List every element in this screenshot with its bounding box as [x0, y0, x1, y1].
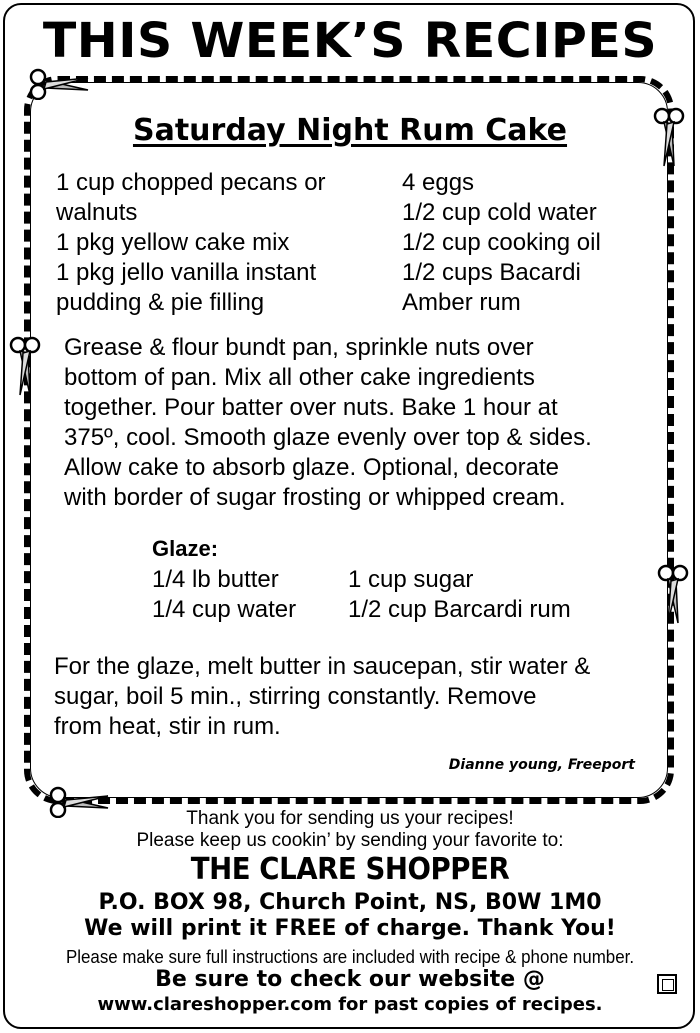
direction-line: bottom of pan. Mix all other cake ingredients — [64, 364, 535, 391]
keep-cooking-text: Please keep us cookin’ by sending your favorite to: — [136, 830, 564, 851]
ingredient-line: 1/2 cup cooking oil — [402, 229, 601, 256]
glaze-heading: Glaze: — [152, 536, 219, 561]
ingredients-right — [402, 168, 601, 318]
glaze-ingredients-right — [348, 565, 571, 625]
glaze-ingredient: 1/4 cup water — [152, 596, 297, 623]
ingredient-line: pudding & pie filling — [56, 289, 265, 316]
glaze-ingredient: 1/2 cup Barcardi rum — [348, 596, 571, 623]
recipe-contributor: Dianne young, Freeport — [448, 757, 635, 773]
page-title: THIS WEEK’S RECIPES — [42, 13, 658, 69]
publication-name: THE CLARE SHOPPER — [190, 852, 510, 887]
ingredient-line: 4 eggs — [402, 169, 475, 196]
ingredient-line: 1 pkg jello vanilla instant — [56, 259, 317, 286]
check-website-text: Be sure to check our website @ — [155, 967, 545, 992]
scissors-icon — [28, 68, 90, 100]
cake-directions — [64, 333, 592, 513]
free-print-text: We will print it FREE of charge. Thank You! — [84, 916, 616, 941]
direction-line: 375º, cool. Smooth glaze evenly over top & sides. — [64, 424, 592, 451]
direction-line: sugar, boil 5 min., stirring constantly. Remove — [54, 683, 537, 710]
ingredients-left — [56, 168, 326, 318]
ingredient-line: 1/2 cups Bacardi — [402, 259, 581, 286]
instructions-text: Please make sure full instructions are included with recipe & phone number. — [65, 947, 635, 967]
glaze-ingredient: 1/4 lb butter — [152, 566, 279, 593]
direction-line: together. Pour batter over nuts. Bake 1 hour at — [64, 394, 558, 421]
scissors-icon — [656, 563, 690, 625]
scissors-icon — [8, 335, 42, 397]
glaze-ingredients-left — [152, 565, 296, 625]
recipe-title: Saturday Night Rum Cake — [132, 113, 568, 148]
thanks-text: Thank you for sending us your recipes! — [186, 808, 514, 829]
ingredient-line: walnuts — [56, 199, 138, 226]
direction-line: from heat, stir in rum. — [54, 713, 281, 740]
direction-line: For the glaze, melt butter in saucepan, stir water & — [54, 653, 591, 680]
direction-line: Grease & flour bundt pan, sprinkle nuts over — [64, 334, 534, 361]
direction-line: Allow cake to absorb glaze. Optional, decorate — [64, 454, 559, 481]
ingredient-line: Amber rum — [402, 289, 521, 316]
ingredient-line: 1 pkg yellow cake mix — [56, 229, 290, 256]
website-link[interactable]: www.clareshopper.com for past copies of recipes. — [97, 994, 603, 1015]
ingredient-line: 1/2 cup cold water — [402, 199, 597, 226]
glaze-directions — [54, 652, 590, 742]
checkbox-icon — [657, 974, 677, 994]
glaze-ingredient: 1 cup sugar — [348, 566, 474, 593]
direction-line: with border of sugar frosting or whipped cream. — [64, 484, 566, 511]
mailing-address: P.O. BOX 98, Church Point, NS, B0W 1M0 — [98, 890, 602, 915]
ingredient-line: 1 cup chopped pecans or — [56, 169, 326, 196]
